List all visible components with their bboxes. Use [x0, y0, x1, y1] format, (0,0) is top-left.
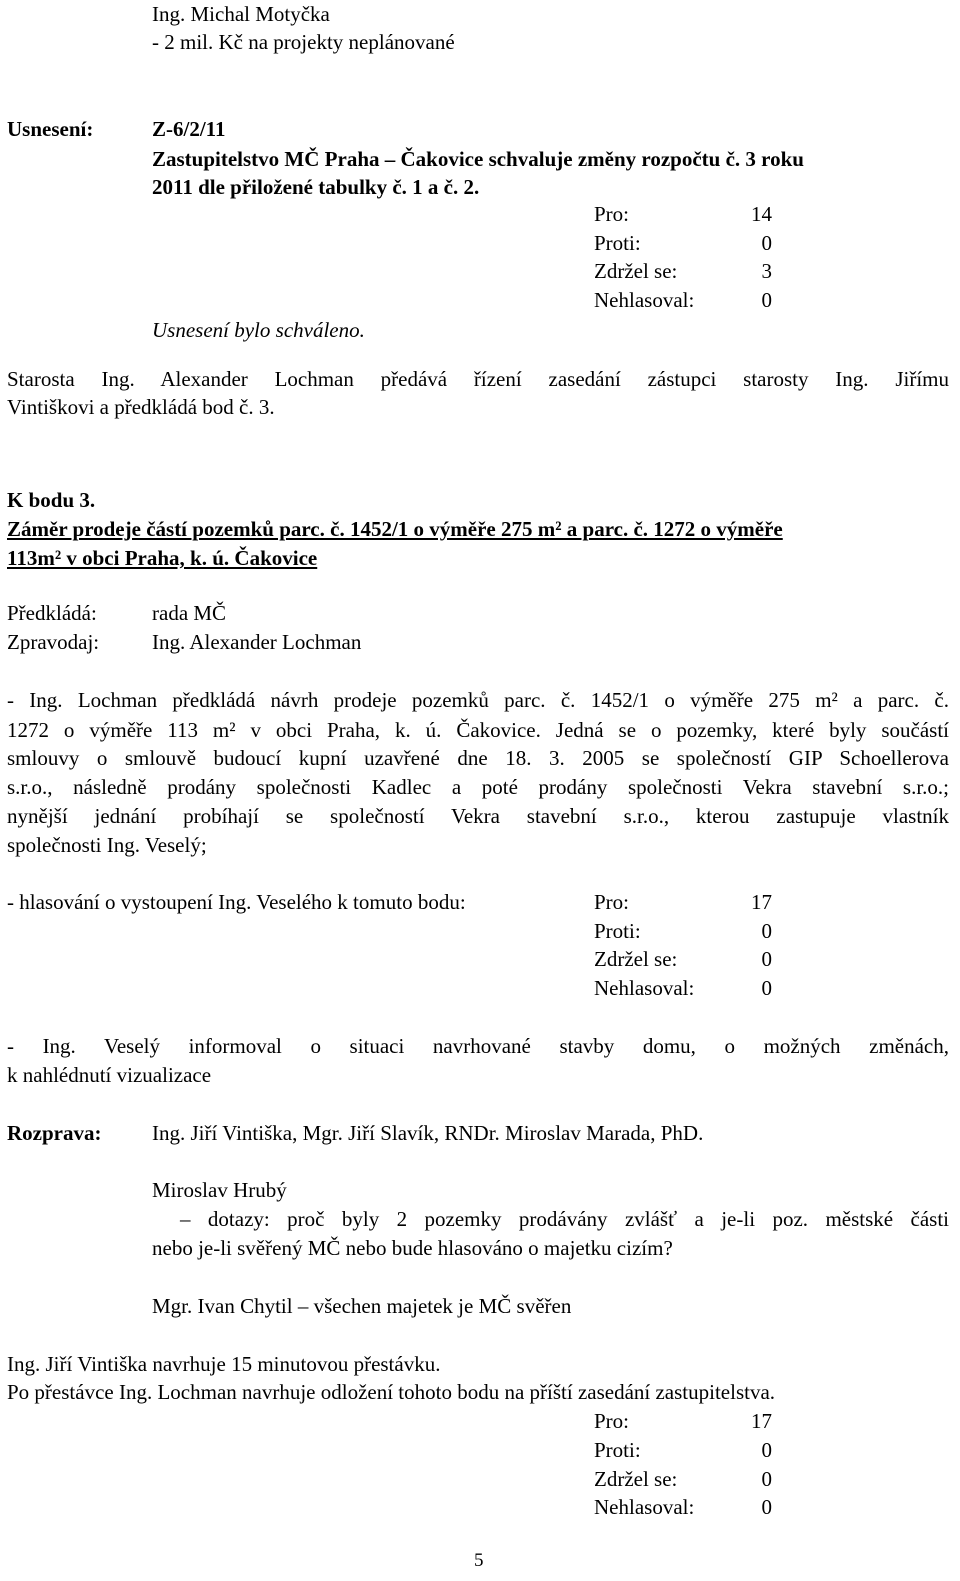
vote-label: Nehlasoval:: [594, 1495, 695, 1519]
vote-label: Zdržel se:: [594, 1467, 678, 1491]
handover-line1: Starosta Ing. Alexander Lochman předává řízení zasedání zástupci starosty Ing. Jiřímu: [7, 367, 949, 391]
break-line: Ing. Jiří Vintiška navrhuje 15 minutovou přestávku.: [7, 1352, 441, 1376]
header-item: - 2 mil. Kč na projekty neplánované: [152, 30, 455, 54]
presenter-value: rada MČ: [152, 601, 227, 625]
vote-label: Zdržel se:: [594, 259, 678, 283]
reporter-label: Zpravodaj:: [7, 630, 100, 654]
chytil-line: Mgr. Ivan Chytil – všechen majetek je MČ svěřen: [152, 1294, 572, 1318]
presenter-label: Předkládá:: [7, 601, 97, 625]
item3-title-line1: Záměr prodeje částí pozemků parc. č. 1452/1 o výměře 275 m² a parc. č. 1272 o výměře: [7, 517, 783, 541]
vote-value: 0: [761, 1438, 772, 1462]
debate-label: Rozprava:: [7, 1121, 102, 1145]
hruby-line1: – dotazy: proč byly 2 pozemky prodávány zvlášť a je-li poz. městské části: [180, 1207, 949, 1231]
vote2-intro: - hlasování o vystoupení Ing. Veselého k tomuto bodu:: [7, 890, 466, 914]
vote-label: Proti:: [594, 1438, 641, 1462]
vote-value: 0: [761, 976, 772, 1000]
vote-value: 0: [761, 1467, 772, 1491]
vote-label: Nehlasoval:: [594, 288, 695, 312]
vote-label: Pro:: [594, 202, 630, 226]
item3-heading: K bodu 3.: [7, 488, 96, 512]
page-number: 5: [474, 1550, 484, 1571]
resolution-label: Usnesení:: [7, 117, 94, 141]
item3-title-line2: 113m² v obci Praha, k. ú. Čakovice: [7, 546, 318, 570]
para-last: společnosti Ing. Veselý;: [7, 833, 207, 857]
header-name: Ing. Michal Motyčka: [152, 2, 330, 26]
hruby-name: Miroslav Hrubý: [152, 1178, 287, 1202]
vote-label: Nehlasoval:: [594, 976, 695, 1000]
vote-label: Pro:: [594, 1409, 630, 1433]
after-break-line: Po přestávce Ing. Lochman navrhuje odložení tohoto bodu na příští zasedání zastupitelstva.: [7, 1380, 776, 1404]
vote-value: 0: [761, 947, 772, 971]
vote-value: 0: [761, 1495, 772, 1519]
vote-value: 0: [761, 288, 772, 312]
resolution-text-line2: 2011 dle přiložené tabulky č. 1 a č. 2.: [152, 175, 480, 199]
handover-line2: Vintiškovi a předkládá bod č. 3.: [7, 395, 275, 419]
vote-value: 17: [751, 1409, 772, 1433]
vote-label: Zdržel se:: [594, 947, 678, 971]
vote-label: Proti:: [594, 231, 641, 255]
para-line: 1272 o výměře 113 m² v obci Praha, k. ú. Čakovice. Jedná se o pozemky, které byly součástí: [7, 718, 949, 742]
vote-value: 3: [761, 259, 772, 283]
para-line: nynější jednání probíhají se společností Vekra stavební s.r.o., kterou zastupuje vlastník: [7, 804, 949, 828]
vote-label: Proti:: [594, 919, 641, 943]
para-line: smlouvy o smlouvě budoucí kupní uzavřené dne 18. 3. 2005 se společností GIP Schoellerova: [7, 746, 949, 770]
vote-value: 14: [751, 202, 772, 226]
vote-label: Pro:: [594, 890, 630, 914]
reporter-value: Ing. Alexander Lochman: [152, 630, 362, 654]
para-line: s.r.o., následně prodány společnosti Kadlec a poté prodány společnosti Vekra stavební s.r.o.;: [7, 775, 949, 799]
vote-value: 17: [751, 890, 772, 914]
vesely-line2: k nahlédnutí vizualizace: [7, 1063, 212, 1087]
para-line: - Ing. Lochman předkládá návrh prodeje pozemků parc. č. 1452/1 o výměře 275 m² a parc. č.: [7, 688, 949, 712]
resolution-text-line1: Zastupitelstvo MČ Praha – Čakovice schvaluje změny rozpočtu č. 3 roku: [152, 147, 804, 171]
vote-value: 0: [761, 231, 772, 255]
resolution-result: Usnesení bylo schváleno.: [152, 318, 365, 342]
vote-value: 0: [761, 919, 772, 943]
debate-people: Ing. Jiří Vintiška, Mgr. Jiří Slavík, RNDr. Miroslav Marada, PhD.: [152, 1121, 704, 1145]
resolution-number: Z-6/2/11: [152, 117, 226, 141]
hruby-line2: nebo je-li svěřený MČ nebo bude hlasováno o majetku cizím?: [152, 1236, 673, 1260]
vesely-line1: - Ing. Veselý informoval o situaci navrhované stavby domu, o možných změnách,: [7, 1034, 949, 1058]
